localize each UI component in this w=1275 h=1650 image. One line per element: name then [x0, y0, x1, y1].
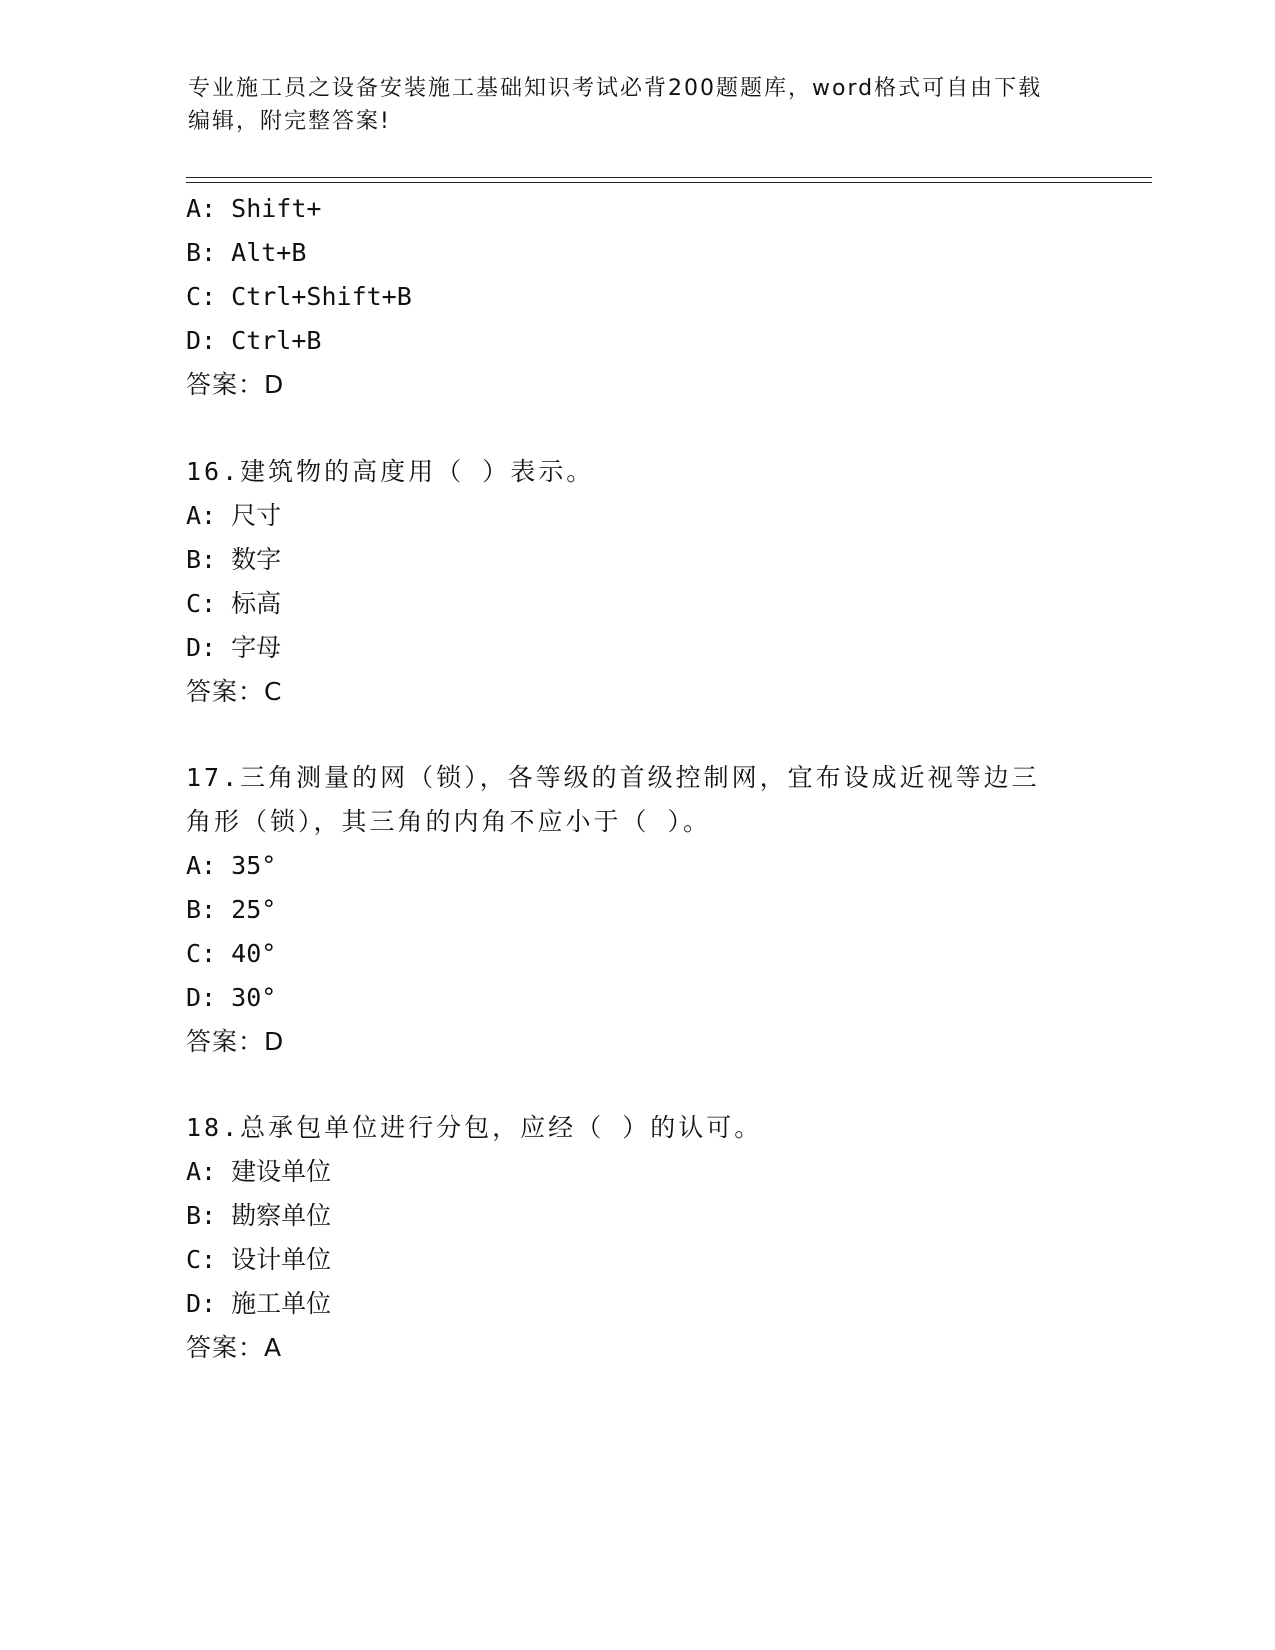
- q16-option-a: A: 尺寸: [186, 501, 282, 530]
- header-title-line-2: 编辑，附完整答案!: [188, 109, 391, 134]
- q15-option-c: C: Ctrl+Shift+B: [186, 282, 412, 311]
- q16-question: 16.建筑物的高度用（ ）表示。: [186, 457, 595, 486]
- q18-option-d: D: 施工单位: [186, 1289, 332, 1318]
- q17-option-c: C: 40°: [186, 939, 277, 968]
- q16-option-c: C: 标高: [186, 589, 282, 618]
- q17-option-b: B: 25°: [186, 895, 277, 924]
- header-divider-bottom: [186, 182, 1152, 183]
- document-header: [188, 72, 1068, 138]
- q16-option-d: D: 字母: [186, 633, 282, 662]
- q18-option-b: B: 勘察单位: [186, 1201, 332, 1230]
- q17-question-line-2: 角形（锁），其三角的内角不应小于（ ）。: [186, 807, 712, 836]
- q17-option-a: A: 35°: [186, 851, 277, 880]
- q15-option-b: B: Alt+B: [186, 238, 307, 267]
- q18-option-c: C: 设计单位: [186, 1245, 332, 1274]
- q15-option-a: A: Shift+: [186, 194, 322, 223]
- q17-answer: 答案：D: [186, 1027, 285, 1056]
- header-divider-top: [186, 177, 1152, 178]
- q17-question-line-1: 17.三角测量的网（锁），各等级的首级控制网，宜布设成近视等边三: [186, 763, 1040, 792]
- q18-question: 18.总承包单位进行分包，应经（ ）的认可。: [186, 1113, 763, 1142]
- q18-answer: 答案：A: [186, 1333, 283, 1362]
- header-title-line-1: 专业施工员之设备安装施工基础知识考试必背200题题库，word格式可自由下载: [188, 76, 1043, 101]
- q18-option-a: A: 建设单位: [186, 1157, 332, 1186]
- q15-option-d: D: Ctrl+B: [186, 326, 322, 355]
- q15-answer: 答案：D: [186, 370, 285, 399]
- q17-option-d: D: 30°: [186, 983, 277, 1012]
- q16-option-b: B: 数字: [186, 545, 282, 574]
- q16-answer: 答案：C: [186, 677, 283, 706]
